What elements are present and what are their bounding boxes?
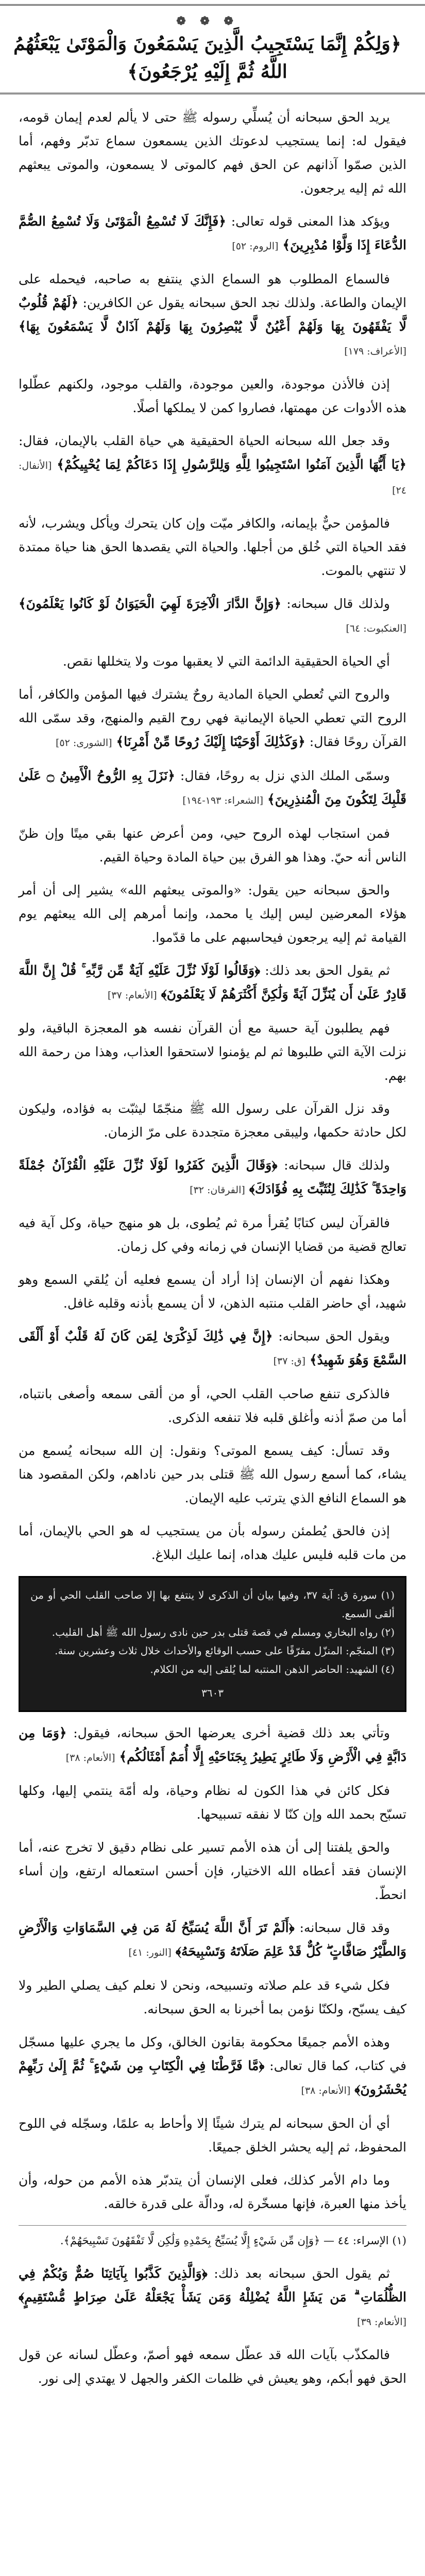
verse-reference: [الأنعام: ٣٧] [107,990,157,1001]
paragraph-text: والحق سبحانه حين يقول: «والموتى يبعثهم الله» يشير إلى أن أمر هؤلاء المعرضين ليس إليك يا محمد، وإنما أمرهم إلى الله يبعثهم يوم القيامة ثم إليه يرجعون فيحاسبهم على ما قدّموا. [19,883,406,945]
paragraph [19,1974,406,2021]
paragraph [19,822,406,869]
paragraph [19,372,406,420]
commentary-section-3 [19,2262,406,2391]
paragraph-text: وقد تسأل: كيف يسمع الموتى؟ ونقول: إن الله سبحانه يُسمع من يشاء، كما أسمع رسول الله ﷺ قتلى بدر حين ناداهم، ولكن المقصود هنا هو السماع النافع الذي يترتب عليه الإيمان. [19,1443,406,1505]
note-line: (١) سورة ق: آية ٣٧، وفيها بيان أن الذكرى لا ينتفع بها إلا صاحب القلب الحي أو من ألقى السمع. [30,1589,395,1620]
paragraph [19,210,406,258]
paragraph-text: فالسماع المطلوب هو السماع الذي ينتفع به صاحبه، فيحمله على الإيمان والطاعة. ولذلك نجد الحق سبحانه يقول عن الكافرين: [19,272,407,310]
verse-reference: [الأنفال: ٢٤] [19,460,406,496]
paragraph-text: وهكذا نفهم أن الإنسان إذا أراد أن يسمع فعليه أن يُلقي السمع وهو شهيد، أي حاضر القلب منتبه الذهن، لا أن يسمع بأذنه وقلبه غافل. [19,1272,406,1311]
quran-verse: ﴿إِنَّ فِي ذَٰلِكَ لَذِكْرَىٰ لِمَن كَانَ لَهُ قَلْبٌ أَوْ أَلْقَى السَّمْعَ وَهُوَ شَهِيدٌ﴾ [19,1329,406,1367]
paragraph [19,1382,406,1430]
paragraph-text: وقد قال سبحانه: [299,1920,390,1935]
top-verse-banner [0,4,425,94]
paragraph-text: فالمؤمن حيٌّ بإيمانه، والكافر ميّت وإن كان يتحرك ويأكل ويشرب، لأنه فقد الحياة التي خُلق من أجلها. والحياة التي يقصدها الحق هنا حياة ممتدة لا تنتهي بالموت. [19,516,406,578]
quran-verse: ﴿أَلَمْ تَرَ أَنَّ اللَّهَ يُسَبِّحُ لَهُ مَن فِي السَّمَاوَاتِ وَالْأَرْضِ وَالطَّيْرُ صَافَّاتٍ ۖ كُلٌّ قَدْ عَلِمَ صَلَاتَهُ وَتَسْبِيحَهُ﴾ [19,1920,406,1959]
paragraph [19,650,406,673]
paragraph [19,1721,406,1770]
paragraph-text: فهم يطلبون آية حسية مع أن القرآن نفسه هو المعجزة الباقية، ولو نزلت الآية التي طلبوها ثم لم يؤمنوا لاستحقوا العذاب، وهذا من رحمة الله بهم. [19,1021,406,1083]
quran-verse: ﴿وَقَالُوا لَوْلَا نُزِّلَ عَلَيْهِ آيَةٌ مِّن رَّبِّهِ ۚ قُلْ إِنَّ اللَّهَ قَادِرٌ عَلَىٰ أَن يُنَزِّلَ آيَةً وَلَٰكِنَّ أَكْثَرَهُمْ لَا يَعْلَمُونَ﴾ [19,963,406,1002]
note-line: (٣) المنجّم: المنزّل مفرّقًا على حسب الوقائع والأحداث خلال ثلاث وعشرين سنة. [55,1645,395,1657]
paragraph [19,1154,406,1202]
verse-reference: [ق: ٣٧] [273,1355,306,1367]
notes-lines [30,1586,395,1679]
paragraph [19,1439,406,1510]
page [0,4,425,2576]
paragraph-text: ولذلك قال سبحانه: [284,1158,390,1173]
paragraph [19,2030,406,2103]
note-line: (٤) الشهيد: الحاضر الذهن المنتبه لما يُلقى إليه من الكلام. [150,1663,395,1675]
paragraph-text: وسمّى الملك الذي نزل به روحًا، فقال: [180,768,390,783]
paragraph-text: فمن استجاب لهذه الروح حيي، ومن أعرض عنها بقي ميتًا وإن ظنّ الناس أنه حيّ. وهذا هو الفرق بين حياة المادة وحياة القيم. [19,826,406,865]
paragraph-text: وقد جعل الله سبحانه الحياة الحقيقية هي حياة القلب بالإيمان، فقال: [19,433,390,448]
paragraph-text: ويؤكد هذا المعنى قوله تعالى: [231,214,390,229]
paragraph [19,592,406,640]
paragraph-text: إذن فالحق يُطمئن رسوله بأن من يستجيب له هو الحي بالإيمان، أما من مات قلبه فليس عليك هداه، إنما عليك البلاغ. [19,1523,406,1562]
quran-verse: ﴿وَكَذَٰلِكَ أَوْحَيْنَا إِلَيْكَ رُوحًا مِّنْ أَمْرِنَا﴾ [116,734,305,749]
paragraph-text: وما دام الأمر كذلك، فعلى الإنسان أن يتدبّر هذه الأمم من حوله، وأن يأخذ منها العبرة، فإنها مسخّرة له، ودالّة على قدرة خالقه. [19,2173,406,2211]
paragraph-text: ويقول الحق سبحانه: [278,1329,390,1344]
paragraph-text: فكل كائن في هذا الكون له نظام وحياة، وله أمّة ينتمي إليها، وكلها تسبّح بحمد الله وإن كنّا لا نفقه تسبيحها. [19,1783,406,1822]
quran-verse: ﴿مَّا فَرَّطْنَا فِي الْكِتَابِ مِن شَيْءٍ ۚ ثُمَّ إِلَىٰ رَبِّهِمْ يُحْشَرُونَ﴾ [19,2058,406,2097]
paragraph [19,2343,406,2391]
paragraph-text: فالمكذّب بآيات الله قد عطّل سمعه فهو أصمّ، وعطّل لسانه عن قول الحق فهو أبكم، وهو يعيش في ظلمات الكفر والجهل لا يهتدي إلى نور. [19,2347,406,2386]
verse-reference: [الروم: ٥٢] [232,241,279,252]
verse-reference: [الأنعام: ٣٩] [357,2316,406,2328]
main-content [0,94,425,2391]
paragraph-text: وتأتي بعد ذلك قضية أخرى يعرضها الحق سبحانه، فيقول: [73,1725,390,1740]
paragraph [19,1268,406,1315]
banner-ornament: ❁ ❁ ❁ [176,14,239,28]
quran-verse: ﴿وَالَّذِينَ كَذَّبُوا بِآيَاتِنَا صُمٌّ وَبُكْمٌ فِي الظُّلُمَاتِ ۗ مَن يَشَإِ اللَّهُ يُضْلِلْهُ وَمَن يَشَأْ يَجْعَلْهُ عَلَىٰ صِرَاطٍ مُّسْتَقِيمٍ﴾ [19,2266,406,2304]
quran-verse: ﴿نَزَلَ بِهِ الرُّوحُ الْأَمِينُ ۝ عَلَىٰ قَلْبِكَ لِتَكُونَ مِنَ الْمُنذِرِينَ﴾ [19,768,406,807]
paragraph [19,1325,406,1373]
footnote: (١) الإسراء: ٤٤ — ﴿وَإِن مِّن شَيْءٍ إِلَّا يُسَبِّحُ بِحَمْدِهِ وَلَٰكِن لَّا تَفْقَهُونَ تَسْبِيحَهُمْ﴾. [19,2225,406,2250]
verse-reference: [الأنعام: ٣٨] [301,2085,351,2096]
paragraph-text: فالذكرى تنفع صاحب القلب الحي، أو من ألقى سمعه وأصغى بانتباه، أما من صمّ أذنه وأغلق قلبه فلا تنفعه الذكرى. [19,1386,406,1425]
paragraph [19,106,406,200]
banner-verse: ﴿وَلِكُمْ إِنَّمَا يَسْتَجِيبُ الَّذِينَ يَسْمَعُونَ وَالْمَوْتَىٰ يَبْعَثُهُمُ اللَّهُ ثُمَّ إِلَيْهِ يُرْجَعُونَ﴾ [13,33,401,82]
verse-reference: [الفرقان: ٣٢] [190,1184,245,1196]
note-line: (٢) رواه البخاري ومسلم في قصة قتلى بدر حين نادى رسول الله ﷺ أهل القليب. [52,1626,395,1638]
paragraph [19,1519,406,1567]
paragraph [19,1916,406,1964]
commentary-section-2 [19,1721,406,2216]
paragraph [19,959,406,1007]
verse-reference: [العنكبوت: ٦٤] [346,623,406,634]
paragraph-text: فكل شيء قد علم صلاته وتسبيحه، ونحن لا نعلم كيف يصلي الطير ولا كيف يسبّح، ولكنّا نؤمن بما أخبرنا به الحق سبحانه. [19,1978,406,2016]
paragraph [19,878,406,950]
paragraph-text: يريد الحق سبحانه أن يُسلِّي رسوله ﷺ حتى لا يألم لعدم إيمان قومه، فيقول له: إنما يستجيب لدعوتك الذين يسمعون سماع تدبّر وفهم، أما الذين صمّوا آذانهم عن الحق فهم كالموتى لا يسمعون، والموتى يبعثهم الله ثم إليه يرجعون. [19,110,406,196]
quran-verse: ﴿يَا أَيُّهَا الَّذِينَ آمَنُوا اسْتَجِيبُوا لِلَّهِ وَلِلرَّسُولِ إِذَا دَعَاكُمْ لِمَا يُحْيِيكُمْ﴾ [57,457,406,472]
paragraph-text: ثم يقول الحق سبحانه بعد ذلك: [214,2266,390,2281]
paragraph-text: أي أن الحق سبحانه لم يترك شيئًا إلا وأحاط به علمًا، وسجّله في اللوح المحفوظ، ثم إليه يحشر الخلق جميعًا. [19,2116,406,2155]
paragraph [19,512,406,583]
paragraph [19,2112,406,2159]
page-number: ٣٦٠٣ [201,1687,224,1699]
paragraph [19,1779,406,1826]
paragraph [19,429,406,502]
paragraph [19,1016,406,1088]
verse-reference: [الشعراء: ١٩٣-١٩٤] [182,795,264,806]
paragraph [19,2262,406,2334]
paragraph [19,683,406,755]
paragraph-text: إذن فالأذن موجودة، والعين موجودة، والقلب موجود، ولكنهم عطّلوا هذه الأدوات عن مهمتها، فصاروا كمن لا يملكها أصلًا. [19,377,406,415]
paragraph-text: والروح التي تُعطي الحياة المادية روحٌ يشترك فيها المؤمن والكافر، أما الروح التي تعطي الحياة الإيمانية فهي روح القيم والمنهج، وقد سمّى الله القرآن روحًا فقال: [19,687,406,749]
paragraph-text: فالقرآن ليس كتابًا يُقرأ مرة ثم يُطوى، بل هو منهج حياة، وكل آية فيه تعالج قضية من قضايا الإنسان في زمانه وفي كل زمان. [19,1215,406,1254]
paragraph [19,1211,406,1259]
verse-reference: [الأنعام: ٣٨] [65,1752,115,1764]
verse-reference: [النور: ٤١] [128,1947,172,1958]
paragraph [19,267,406,363]
paragraph [19,2168,406,2216]
quran-verse: ﴿لَهُمْ قُلُوبٌ لَّا يَفْقَهُونَ بِهَا وَلَهُمْ أَعْيُنٌ لَّا يُبْصِرُونَ بِهَا وَلَهُمْ آذَانٌ لَّا يَسْمَعُونَ بِهَا﴾ [19,295,406,334]
verse-reference: [الأعراف: ١٧٩] [344,346,406,357]
paragraph-text: ثم يقول الحق بعد ذلك: [265,963,390,978]
quran-verse: ﴿وَإِنَّ الدَّارَ الْآخِرَةَ لَهِيَ الْحَيَوَانُ لَوْ كَانُوا يَعْلَمُونَ﴾ [19,596,282,611]
paragraph [19,1836,406,1907]
paragraph-text: ولذلك قال سبحانه: [286,596,390,611]
notes-box [19,1576,406,1712]
paragraph-text: والحق يلفتنا إلى أن هذه الأمم تسير على نظام دقيق لا تخرج عنه، أما الإنسان فقد أعطاه الله الاختيار، فإن أحسن استعماله ارتفع، وإن أساء انحطّ. [19,1840,406,1902]
paragraph-text: وقد نزل القرآن على رسول الله ﷺ منجّمًا ليثبّت به فؤاده، وليكون لكل حادثة حكمها، وليبقى معجزة متجددة على مرّ الزمان. [19,1101,406,1140]
commentary-section-1 [19,106,406,1567]
verse-reference: [الشورى: ٥٢] [55,737,112,749]
paragraph-text: أي الحياة الحقيقية الدائمة التي لا يعقبها موت ولا يتخللها نقص. [62,654,390,669]
paragraph-text: وهذه الأمم جميعًا محكومة بقانون الخالق، وكل ما يجري عليها مسجّل في كتاب، كما قال تعالى: [19,2035,406,2073]
paragraph [19,1097,406,1144]
quran-verse: ﴿فَإِنَّكَ لَا تُسْمِعُ الْمَوْتَىٰ وَلَا تُسْمِعُ الصُّمَّ الدُّعَاءَ إِذَا وَلَّوْا مُدْبِرِينَ﴾ [19,214,406,252]
quran-verse: ﴿وَمَا مِن دَابَّةٍ فِي الْأَرْضِ وَلَا طَائِرٍ يَطِيرُ بِجَنَاحَيْهِ إِلَّا أُمَمٌ أَمْثَالُكُم﴾ [19,1725,406,1764]
paragraph [19,764,406,812]
quran-verse: ﴿وَقَالَ الَّذِينَ كَفَرُوا لَوْلَا نُزِّلَ عَلَيْهِ الْقُرْآنُ جُمْلَةً وَاحِدَةً ۚ كَذَٰلِكَ لِنُثَبِّتَ بِهِ فُؤَادَكَ﴾ [19,1158,406,1196]
